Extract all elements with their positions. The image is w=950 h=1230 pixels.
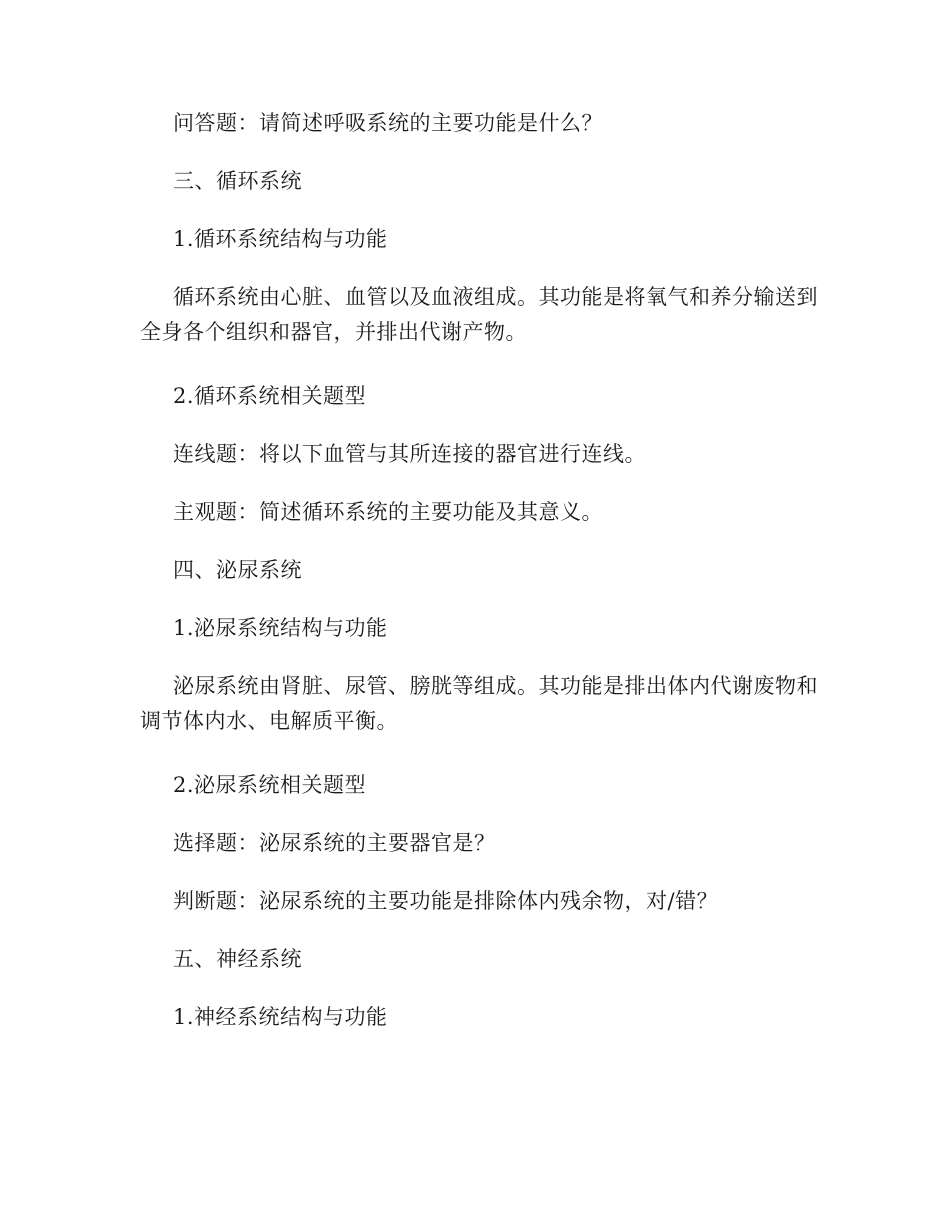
question-choice: 选择题：泌尿系统的主要器官是？ — [173, 831, 496, 855]
question-matching: 连线题：将以下血管与其所连接的器官进行连线。 — [173, 442, 646, 466]
subheading-urinary-structure: 1.泌尿系统结构与功能 — [173, 616, 388, 640]
paragraph-circulatory-function: 循环系统由心脏、血管以及血液组成。其功能是将氧气和养分输送到全身各个组织和器官，并排出代谢产物。 — [140, 285, 818, 344]
question-respiratory: 问答题：请简述呼吸系统的主要功能是什么？ — [173, 111, 603, 135]
subheading-urinary-questions: 2.泌尿系统相关题型 — [173, 773, 367, 797]
paragraph-urinary-function: 泌尿系统由肾脏、尿管、膀胱等组成。其功能是排出体内代谢废物和调节体内水、电解质平衡。 — [140, 674, 818, 733]
question-true-false: 判断题：泌尿系统的主要功能是排除体内残余物，对/错？ — [173, 889, 719, 913]
subheading-circulatory-structure: 1.循环系统结构与功能 — [173, 227, 388, 251]
question-subjective: 主观题：简述循环系统的主要功能及其意义。 — [173, 500, 603, 524]
section-heading-urinary: 四、泌尿系统 — [173, 558, 302, 582]
section-heading-nervous: 五、神经系统 — [173, 947, 302, 971]
subheading-nervous-structure: 1.神经系统结构与功能 — [173, 1005, 388, 1029]
section-heading-circulatory: 三、循环系统 — [173, 169, 302, 193]
subheading-circulatory-questions: 2.循环系统相关题型 — [173, 384, 367, 408]
